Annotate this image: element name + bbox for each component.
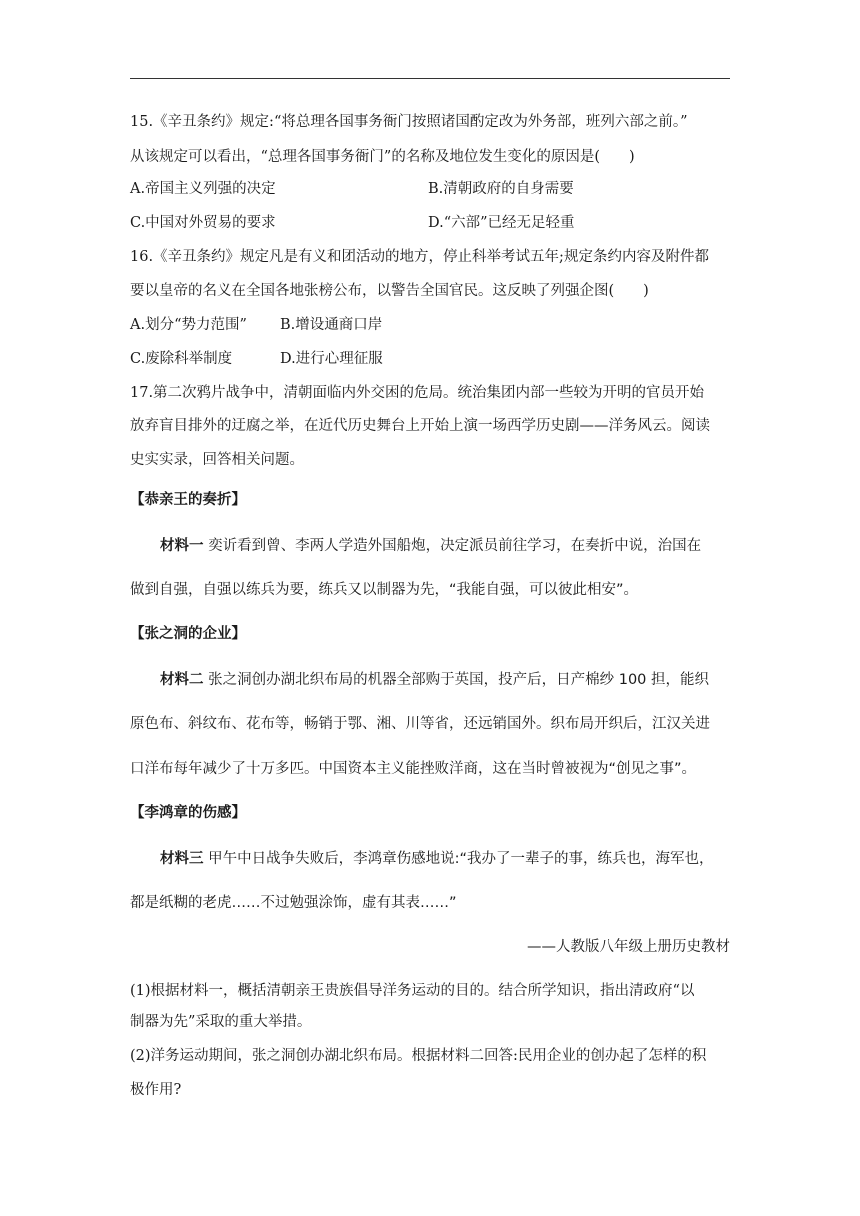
subq2-line1: (2)洋务运动期间，张之洞创办湖北织布局。根据材料二回答:民用企业的创办起了怎样的积: [130, 1048, 707, 1064]
q16-option-a: A.划分“势力范围”: [130, 317, 247, 333]
q17-stem-line3: 史实实录，回答相关问题。: [130, 452, 304, 468]
section3-material-line1: 材料三 甲午中日战争失败后，李鸿章伤感地说:“我办了一辈子的事，练兵也，海军也，: [160, 851, 714, 867]
section1-material-line1: 材料一 奕䜣看到曾、李两人学造外国船炮，决定派员前往学习，在奏折中说，治国在: [160, 538, 702, 554]
q17-stem-line1: 17.第二次鸦片战争中，清朝面临内外交困的危局。统治集团内部一些较为开明的官员开始: [130, 385, 705, 401]
section1-heading: 【恭亲王的奏折】: [130, 492, 246, 508]
q17-stem-line2: 放弃盲目排外的迂腐之举，在近代历史舞台上开始上演一场西学历史剧——洋务风云。阅读: [130, 418, 710, 434]
q16-option-b: B.增设通商口岸: [280, 317, 383, 333]
material-label: 材料三: [160, 851, 204, 867]
q15-option-b: B.清朝政府的自身需要: [428, 181, 574, 197]
q16-stem-line1: 16.《辛丑条约》规定凡是有义和团活动的地方，停止科举考试五年;规定条约内容及附件都: [130, 249, 709, 265]
section2-material-line3: 口洋布每年减少了十万多匹。中国资本主义能挫败洋商，这在当时曾被视为“创见之事”。: [130, 761, 697, 777]
q16-stem-line2: 要以皇帝的名义在全国各地张榜公布，以警告全国官民。这反映了列强企图( ): [130, 283, 649, 299]
header-rule: [130, 78, 730, 79]
subq1-line1: (1)根据材料一，概括清朝亲王贵族倡导洋务运动的目的。结合所学知识，指出清政府“以: [130, 983, 695, 999]
material-label: 材料一: [160, 538, 204, 554]
q15-option-c: C.中国对外贸易的要求: [130, 215, 276, 231]
section2-heading: 【张之洞的企业】: [130, 626, 246, 642]
source-citation: ——人教版八年级上册历史教材: [527, 939, 730, 955]
section3-heading: 【李鸿章的伤感】: [130, 805, 246, 821]
q16-option-d: D.进行心理征服: [280, 351, 383, 367]
section3-material-line2: 都是纸糊的老虎……不过勉强涂饰，虚有其表……”: [130, 895, 457, 911]
material-label: 材料二: [160, 672, 204, 688]
q16-option-c: C.废除科举制度: [130, 351, 233, 367]
subq2-line2: 极作用?: [130, 1082, 182, 1098]
section1-material-line2: 做到自强，自强以练兵为要，练兵又以制器为先，“我能自强，可以彼此相安”。: [130, 582, 639, 598]
q15-stem-line2: 从该规定可以看出，“总理各国事务衙门”的名称及地位发生变化的原因是( ): [130, 149, 635, 165]
q15-stem-line1: 15.《辛丑条约》规定:“将总理各国事务衙门按照诸国酌定改为外务部，班列六部之前。”: [130, 114, 688, 130]
section2-material-line2: 原色布、斜纹布、花布等，畅销于鄂、湘、川等省，还远销国外。织布局开织后，江汉关进: [130, 716, 710, 732]
section2-material-line1: 材料二 张之洞创办湖北织布局的机器全部购于英国，投产后，日产棉纱 100 担，能织: [160, 672, 710, 688]
subq1-line2: 制器为先”采取的重大举措。: [130, 1014, 312, 1030]
q15-option-d: D.“六部”已经无足轻重: [428, 215, 575, 231]
q15-option-a: A.帝国主义列强的决定: [130, 181, 276, 197]
